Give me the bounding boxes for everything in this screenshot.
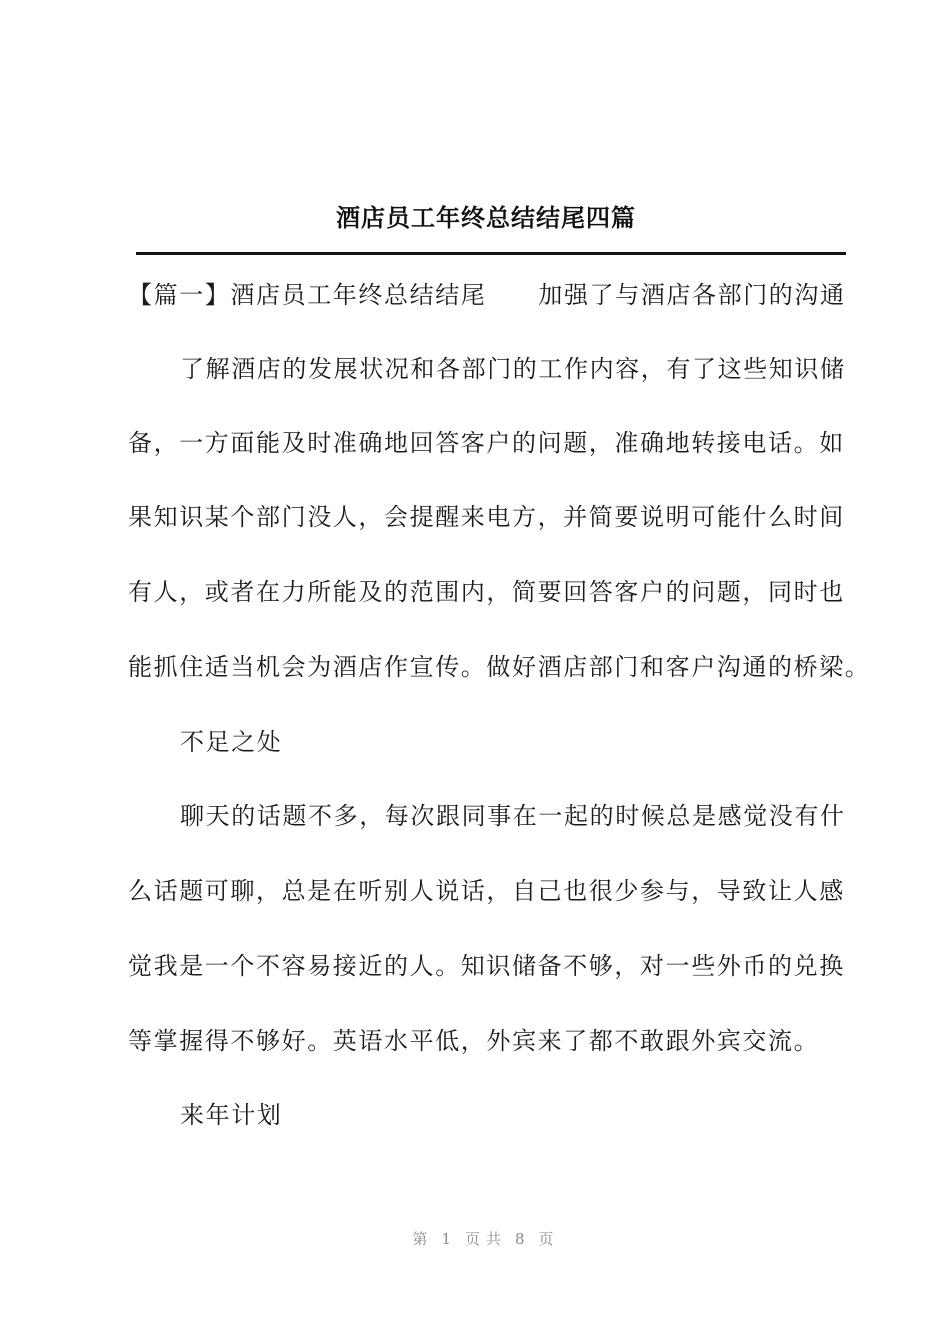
- paragraph-line: 等掌握得不够好。英语水平低，外宾来了都不敢跟外宾交流。: [128, 1027, 820, 1055]
- footer-prefix: 第: [412, 1230, 434, 1248]
- paragraph-line: 觉我是一个不容易接近的人。知识储备不够，对一些外币的兑换: [128, 952, 845, 980]
- paragraph-line: 果知识某个部门没人，会提醒来电方，并简要说明可能什么时间: [128, 503, 845, 531]
- page-number: 1: [441, 1230, 457, 1248]
- paragraph-line: 聊天的话题不多，每次跟同事在一起的时候总是感觉没有什: [180, 802, 846, 830]
- document-title: 酒店员工年终总结结尾四篇: [336, 204, 636, 232]
- paragraph-line: 有人，或者在力所能及的范围内，简要回答客户的问题，同时也: [128, 578, 845, 606]
- page-footer: [0, 1228, 950, 1249]
- title-divider: [136, 252, 846, 255]
- section-heading: 【篇一】酒店员工年终总结结尾: [128, 281, 487, 309]
- subheading-next-year-plan: 来年计划: [180, 1101, 283, 1129]
- section-heading-text: 加强了与酒店各部门的沟通: [538, 281, 846, 309]
- paragraph-line: 么话题可聊，总是在听别人说话，自己也很少参与，导致让人感: [128, 877, 845, 905]
- page-total: 8: [515, 1230, 531, 1248]
- paragraph-line: 能抓住适当机会为酒店作宣传。做好酒店部门和客户沟通的桥梁。: [128, 653, 871, 681]
- paragraph-line: 了解酒店的发展状况和各部门的工作内容，有了这些知识储: [180, 355, 846, 383]
- footer-mid: 页共: [464, 1230, 507, 1248]
- paragraph-line: 备，一方面能及时准确地回答客户的问题，准确地转接电话。如: [128, 429, 845, 457]
- footer-suffix: 页: [538, 1230, 560, 1248]
- subheading-shortcomings: 不足之处: [180, 728, 283, 756]
- section-heading-line: [128, 280, 846, 310]
